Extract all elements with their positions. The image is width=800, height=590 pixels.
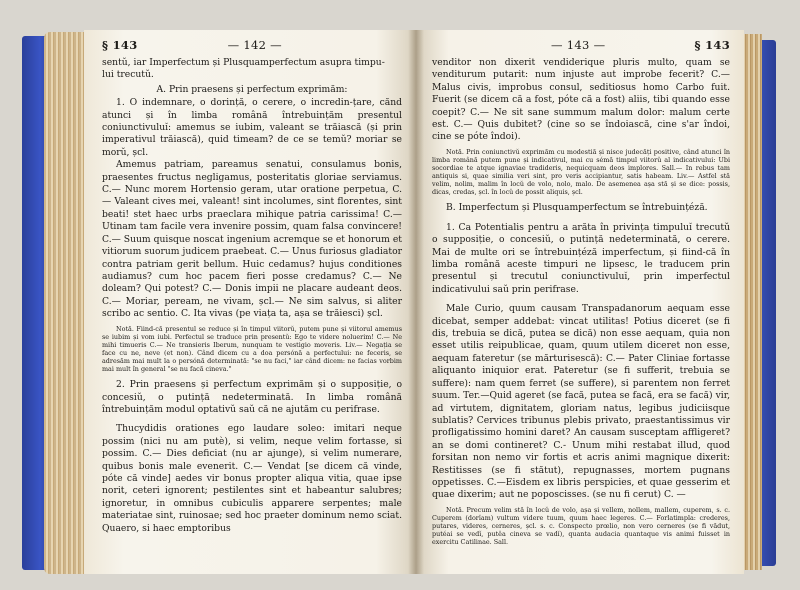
example-paragraph: Male Curio, quum causam Transpadanorum aequam esse dicebat, semper addebat: vincat utilitas! Potius diceret (se fi dis, trebuia se dică, putea se dică) non esse aequam, quia non esset utilis reipublicae, quam, quum utilem diceret non esse, aequam fateretur (se mărturisescă): C.— Pater Cliniae fortasse aliquanto iniquior erat. Pateretur (se fi sufferit, trebuia se suffere): nam quem ferret (se suffere), si parentem non ferret suum. Ter.—Quid ageret (se facă, putea se facă, era se facă) vir, ad virtutem, dignitatem, gloriam natus, legibus judiciisque sublatis? Cervices tribunus plebis privato, praestantissimus vir profligatissimo homini daret? An causam susceptam affligeret? an se domi contineret? C.- Unum mihi restabat illud, quod forsitan non nemo vir fortis et acris animi magnique dixerit: Restitisses (se fi stătut), repugnasses, mortem pugnans oppetisses. C.—Eisdem ex libris perspicies, et quae gesserim et quae dixerim; aut ne poposcisses. (se nu fi cerut) C. —: [432, 303, 730, 501]
open-book: [22, 30, 776, 578]
page-number: — 142 —: [227, 38, 282, 52]
right-page-header: [432, 38, 730, 52]
paragraph: 1. O indemnare, o dorință, o cerere, o incredin-țare, cănd atunci și în limba română întrebuințăm presentul coniunctivuluĭ: amemus se iubim, valeant se trăiască (și prin imperativul trăiască), quid timeam? de ce se temŭ? moriar se morŭ, șcl.: [102, 97, 402, 158]
footnote: Notă. Precum velim stă în locŭ de volo, așa și vellem, nollem, mallem, cuperem, s. c. Cuperem (dorĭam) vultum videre tuum, quum haec legeres. C.— Forlatimpla: crederes, putares, videres, cerneres, șcl. s. c. Conspecto prœlio, non vero cerneres (se fi vădut, putéai se vedĭ, putĕa cineva se vadĭ), quanta audacia quantaque vis animi fuisset in exercitu Catilinae. Sall.: [432, 505, 730, 547]
section-heading-a: A. Prin praesens și perfectum exprimăm:: [156, 83, 348, 95]
example-paragraph: Thucydidis orationes ego laudare soleo: imitari neque possim (nici nu am putè), si velim, neque velim fortasse, si possim. C.— Dies deficiat (nu ar ajunge), si velim numerare, quibus bonis male evenerit. C.— Vendat [se dicem că vinde, póte că vinde] aedes vir bonus propter aliqua vitia, quae ipse norit, ceteri ignorent; pestilentes sint et habeantur salubres; ignoretur, in omnibus cubiculis apparere serpentes; male materiatae sint, ruinosae; sed hoc praeter dominum nemo sciat. Quaero, si haec emptoribus: [102, 423, 402, 534]
example-paragraph: venditor non dixerit vendiderique pluris multo, quam se venditurum putarit: num injuste aut improbe fecerit? C.—Malus civis, improbus consul, seditiosus homo Carbo fuit. Fuerit (se dicem că a fost, póte că a fost) aliis, tibi quando esse coepit? C.— Ne sit sane summum malum dolor: malum certe est. C.— Quis dubitet? (cine so se îndoiască, cine s'ar îndoi, cine se póte îndoi).: [432, 57, 730, 143]
section-heading-b: B. Imperfectum și Plusquamperfectum se întrebuințéză.: [446, 202, 708, 214]
example-paragraph: Amemus patriam, pareamus senatui, consulamus bonis, praesentes fructus negligamus, posteritatis gloriae serviamus. C.— Nunc morem Hortensio geram, utar oratione perpetua, C.— Valeant cives mei, valeant! sint incolumes, sint florentes, sint beati! stet haec urbs praeclara mihique patria carissima! C.— Utinam tam facile vera invenire possim, quam falsa convincere! C.— Suum quisque noscat ingenium acremque se et honorum et vitiorum suorum judicem praebeat. C.— Unus furiosus gladiator contra patriam gerit bellum. Huic cedamus? hujus conditiones audiamus? cum hoc pacem fieri posse credamus? C.— Ne doleam? Qui potest? C.— Donis impii ne placare audeant deos. C.— Moriar, peream, ne vivam, șcl.— Ne sim salvus, si aliter scribo ac sentio. C. Ita vivas (pe viața ta, așa se trăiesci) șcl.: [102, 159, 402, 320]
left-page: [84, 30, 416, 574]
paragraph: 1. Ca Potentialis pentru a arăta în privința timpuluĭ trecutŭ o supposiție, o concesiŭ, o putință nedeterminată, o cerere. Mai de multe ori se întrebuințéză imperfectum, și fiind-că în limba română aceste timpuri ne lipsesc, le traducem prin presentul și trecutul coniunctivuluĭ, prin imperfectul indicativului saŭ prin perifrase.: [432, 221, 730, 295]
section-number: § 143: [694, 38, 730, 52]
left-page-header: [102, 38, 402, 52]
text-line: lui trecutŭ.: [102, 69, 154, 81]
text-line: sentŭ, iar Imperfectum și Plusquamperfectum asupra timpu-: [102, 57, 385, 68]
section-number: § 143: [102, 38, 138, 52]
footnote: Notă. Fiind-că presentul se reduce și în timpul viitorŭ, putem pune și viitorul amemus se iubim și vom iubi. Perfectul se traduce prin presentŭ: Ego te videre noluerim! C.— Ne mihi timueris C.— Ne transieris Iberum, nunquam te vestigio moveris. Liv.— Negația se face cu ne, neve (et non). Când dicem cu a doa persónă a perfectului: ne feceris, se adresăm mai mult la o persónă determinată: "se nu faci," iar când dicem: ne facias vorbim mai mult în general "se nu facă cineva.": [102, 324, 402, 373]
book-gutter: [408, 30, 424, 574]
page-number: — 143 —: [551, 38, 606, 52]
footnote: Notă. Prin coniunctivŭ exprimăm cu modestiă și nisce judecăți positive, când atunci în limba română putem pune și indicativul, mai cu sémă timpul viitorŭ al indicativului: Ubi socordiae te atque ignaviae tradideris, nequicquam deos implores. Sall.— In rebus tam antiquis si, quae similia veri sint, pro veris accipiantur, satis habeam. Liv.— Astfel stă velim, nolim, malim în locŭ de volo, nolo, malo. De asemenea așa stă și se dice: possis, dicas, credas, șcl. în locŭ de possit aliquis, șcl.: [432, 147, 730, 197]
paragraph: 2. Prin praesens și perfectum exprimăm și o supposiție, o concesiŭ, o putință nedeterminată. In limba română întrebuințăm modul optativŭ saŭ că ne ajutăm cu perifrase.: [102, 379, 402, 415]
right-page: [416, 30, 744, 574]
